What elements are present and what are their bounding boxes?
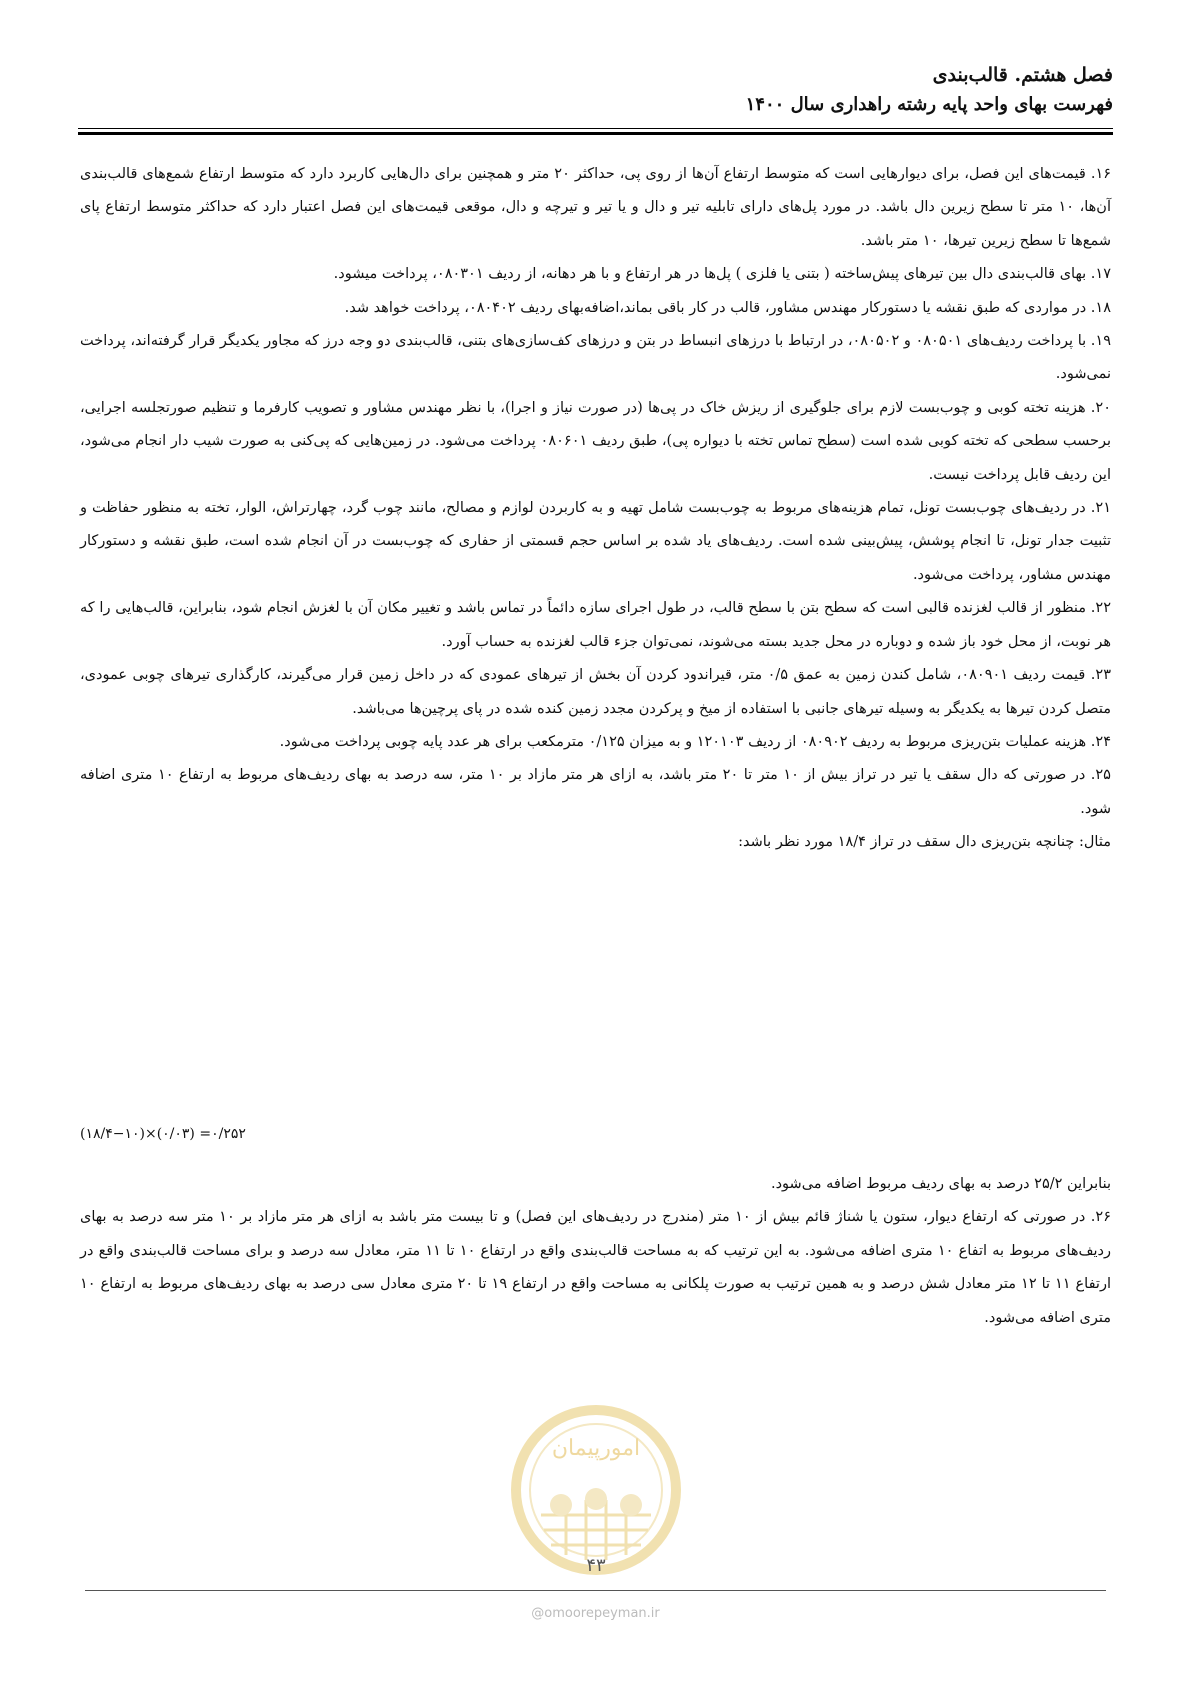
paragraph-24: ۲۴. هزینه عملیات بتن‌ریزی مربوط به ردیف ۰۸۰۹۰۲ از ردیف ۱۲۰۱۰۳ و به میزان ۰/۱۲۵ مترمکعب برای هر عدد پایه چوبی پرداخت می‌شود. bbox=[279, 733, 1111, 750]
document-title: فهرست بهای واحد پایه رشته راهداری سال ۱۴۰۰ bbox=[745, 94, 1113, 115]
page-number: ۴۳ bbox=[586, 1555, 606, 1576]
paragraph-16: ۱۶. قیمت‌های این فصل، برای دیوارهایی است که متوسط ارتفاع آن‌ها از روی پی، حداکثر ۲۰ متر و همچنین برای دال‌هایی کاربرد دارد که متوسط ارتفاع شمع‌های قالب‌بندی آن‌ها، ۱۰ متر تا سطح زیرین دال باشد. در مورد پل‌های دارای تابلیه تیر و دال و یا تیر و تیرچه و دال، موقعی قیمت‌های این فصل اعتبار دارد که حداکثر متوسط ارتفاع پای شمع‌ها تا سطح زیرین تیرها، ۱۰ متر باشد. bbox=[80, 166, 1112, 249]
result-line: بنابراین ۲۵/۲ درصد به بهای ردیف مربوط اضافه می‌شود. bbox=[770, 1176, 1111, 1192]
header-rule-thin bbox=[78, 128, 1113, 129]
footer-rule bbox=[85, 1590, 1106, 1591]
seal-text: امورپیمان bbox=[551, 1436, 641, 1461]
site-watermark: @omoorepeyman.ir bbox=[531, 1606, 660, 1621]
example-line: مثال: چنانچه بتن‌ریزی دال سقف در تراز ۱۸/۴ مورد نظر باشد: bbox=[738, 834, 1111, 851]
paragraph-26: ۲۶. در صورتی که ارتفاع دیوار، ستون یا شناژ قائم بیش از ۱۰ متر (مندرج در ردیف‌های این فصل) و تا بیست متر باشد به ازای هر متر مازاد بر ۱۰ متر سه درصد به بهای ردیف‌های مربوط به اتفاع ۱۰ متری اضافه می‌شود. به این ترتیب که به مساحت قالب‌بندی واقع در ارتفاع ۱۰ تا ۱۱ متر، معادل سه درصد و برای مساحت قالب‌بندی واقع در ارتفاع ۱۱ تا ۱۲ متر معادل شش درصد و به همین ترتیب به صورت پلکانی به مساحت واقع در ارتفاع ۱۹ تا ۲۰ متری معادل سی درصد به بهای ردیف‌های مربوط به ارتفاع ۱۰ متری اضافه می‌شود. bbox=[80, 1209, 1112, 1326]
chapter-title: فصل هشتم. قالب‌بندی bbox=[932, 64, 1113, 86]
main-body-continued bbox=[80, 1168, 1111, 1335]
paragraph-19: ۱۹. با پرداخت ردیف‌های ۰۸۰۵۰۱ و ۰۸۰۵۰۲، در ارتباط با درزهای انبساط در بتن و درزهای کف‌سازی‌های بتنی، قالب‌بندی دو وجه درز که مجاور یکدیگر قرار گرفته‌اند، پرداخت نمی‌شود. bbox=[80, 333, 1111, 383]
paragraph-23: ۲۳. قیمت ردیف ۰۸۰۹۰۱، شامل کندن زمین به عمق ۰/۵ متر، قیراندود کردن آن بخش از تیرهای عمودی که در داخل زمین قرار می‌گیرند، کارگذاری تیرهای چوبی عمودی، متصل کردن تیرها به یکدیگر به وسیله تیرهای جانبی با استفاده از میخ و پرکردن مجدد زمین کنده شده در پای پرچین‌ها می‌باشد. bbox=[80, 667, 1111, 717]
paragraph-18: ۱۸. در مواردی که طبق نقشه یا دستورکار مهندس مشاور، قالب در کار باقی بماند،اضافه‌بهای ردیف ۰۸۰۴۰۲، پرداخت خواهد شد. bbox=[344, 299, 1111, 316]
paragraph-22: ۲۲. منظور از قالب لغزنده قالبی است که سطح بتن با سطح قالب، در طول اجرای سازه دائماً در تماس باشد و تغییر مکان آن با لغزش انجام شود، بنابراین، قالب‌هایی را که هر نوبت، از محل خود باز شده و دوباره در محل جدید بسته می‌شوند، نمی‌توان جزء قالب لغزنده به حساب آورد. bbox=[80, 600, 1111, 650]
page-header bbox=[78, 60, 1113, 120]
example-formula: (۱۸/۴−۱۰)×(۰/۰۳) =۰/۲۵۲ bbox=[80, 1126, 246, 1142]
paragraph-25: ۲۵. در صورتی که دال سقف یا تیر در تراز بیش از ۱۰ متر تا ۲۰ متر باشد، به ازای هر متر مازاد بر ۱۰ متر، سه درصد به بهای ردیف‌های مربوط به ارتفاع ۱۰ متری اضافه شود. bbox=[80, 767, 1111, 817]
paragraph-17: ۱۷. بهای قالب‌بندی دال بین تیرهای پیش‌ساخته ( بتنی یا فلزی ) پل‌ها در هر ارتفاع و با هر دهانه، از ردیف ۰۸۰۳۰۱، پرداخت میشود. bbox=[333, 266, 1111, 283]
seal-logo bbox=[506, 1395, 686, 1585]
paragraph-20: ۲۰. هزینه تخته کوبی و چوب‌بست لازم برای جلوگیری از ریزش خاک در پی‌ها (در صورت نیاز و اجرا)، با نظر مهندس مشاور و تصویب کارفرما و تنظیم صورتجلسه اجرایی، برحسب سطحی که تخته کوبی شده است (سطح تماس تخته با دیواره پی)، طبق ردیف ۰۸۰۶۰۱ پرداخت می‌شود. در زمین‌هایی که پی‌کنی به صورت شیب دار انجام می‌شود، این ردیف قابل پرداخت نیست. bbox=[80, 399, 1112, 483]
header-rule-thick bbox=[78, 132, 1113, 135]
main-body bbox=[80, 158, 1111, 860]
paragraph-21: ۲۱. در ردیف‌های چوب‌بست تونل، تمام هزینه‌های مربوط به چوب‌بست شامل تهیه و به کاربردن لوازم و مصالح، مانند چوب گرد، چهارتراش، الوار، تخته به منظور حفاظت و تثبیت جدار تونل، تا انجام پوشش، پیش‌بینی شده است. ردیف‌های یاد شده بر اساس حجم قسمتی از حفاری که چوب‌بست در آن انجام شده است، طبق نقشه و دستورکار مهندس مشاور، پرداخت می‌شود. bbox=[80, 500, 1111, 583]
